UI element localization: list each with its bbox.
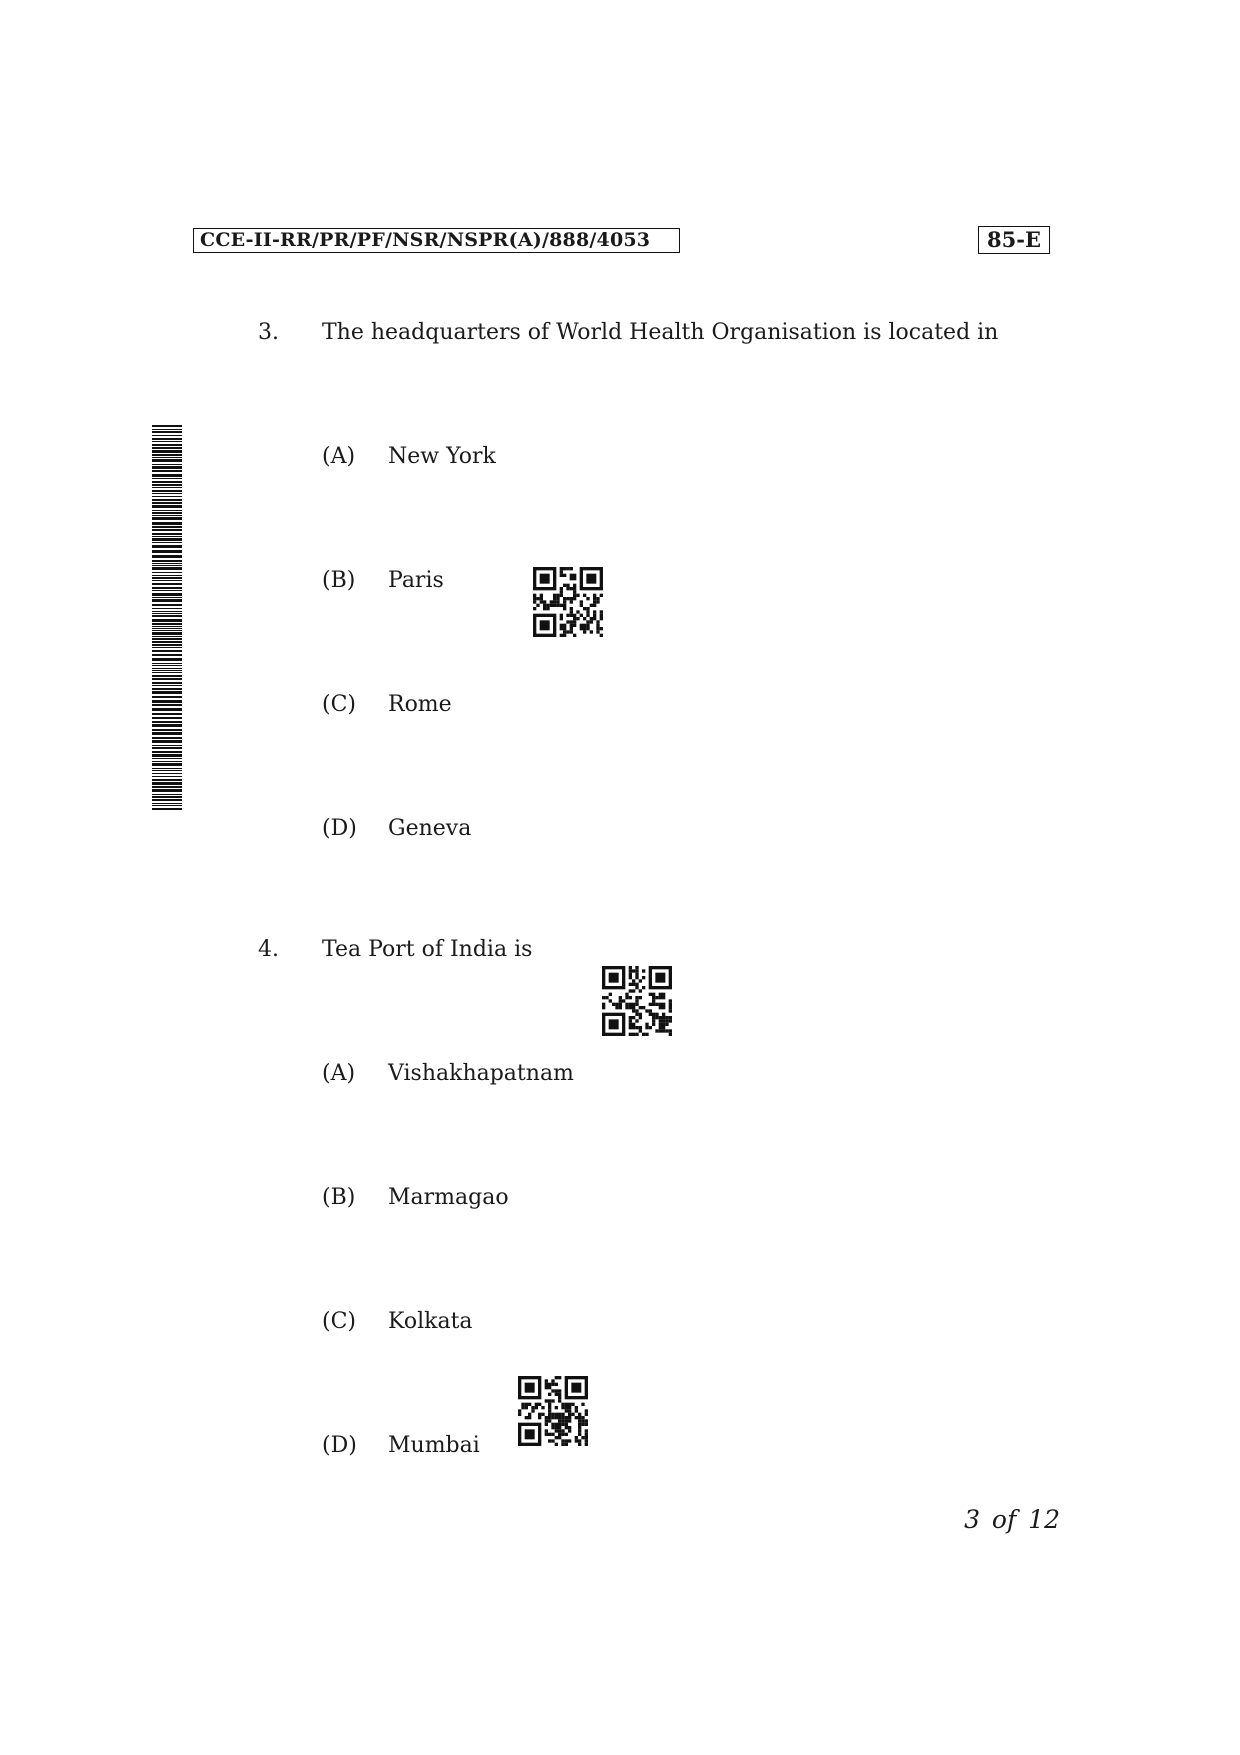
page-indicator: 3 of 12 [964, 1505, 1060, 1534]
question-number: 4. [258, 937, 279, 962]
option-text: Kolkata [388, 1309, 473, 1334]
option-label: (C) [322, 692, 356, 717]
barcode-image [152, 425, 182, 810]
option-label: (C) [322, 1309, 356, 1334]
option-text: Paris [388, 568, 444, 593]
option-text: Mumbai [388, 1433, 480, 1458]
qr-code-image [533, 567, 603, 637]
option-label: (A) [322, 444, 356, 469]
option-label: (B) [322, 568, 356, 593]
option-label: (D) [322, 1433, 357, 1458]
question-text: The headquarters of World Health Organisation is located in [322, 320, 999, 345]
option-text: New York [388, 444, 496, 469]
option-label: (A) [322, 1061, 356, 1086]
question-text: Tea Port of India is [322, 937, 533, 962]
set-code-box: 85-E [978, 226, 1050, 254]
option-label: (D) [322, 816, 357, 841]
paper-code-box: CCE-II-RR/PR/PF/NSR/NSPR(A)/888/4053 [193, 228, 680, 253]
qr-code-image [602, 966, 672, 1036]
option-text: Vishakhapatnam [388, 1061, 574, 1086]
option-text: Rome [388, 692, 452, 717]
option-text: Marmagao [388, 1185, 509, 1210]
option-text: Geneva [388, 816, 472, 841]
qr-code-image [518, 1376, 588, 1446]
question-number: 3. [258, 320, 279, 345]
option-label: (B) [322, 1185, 356, 1210]
